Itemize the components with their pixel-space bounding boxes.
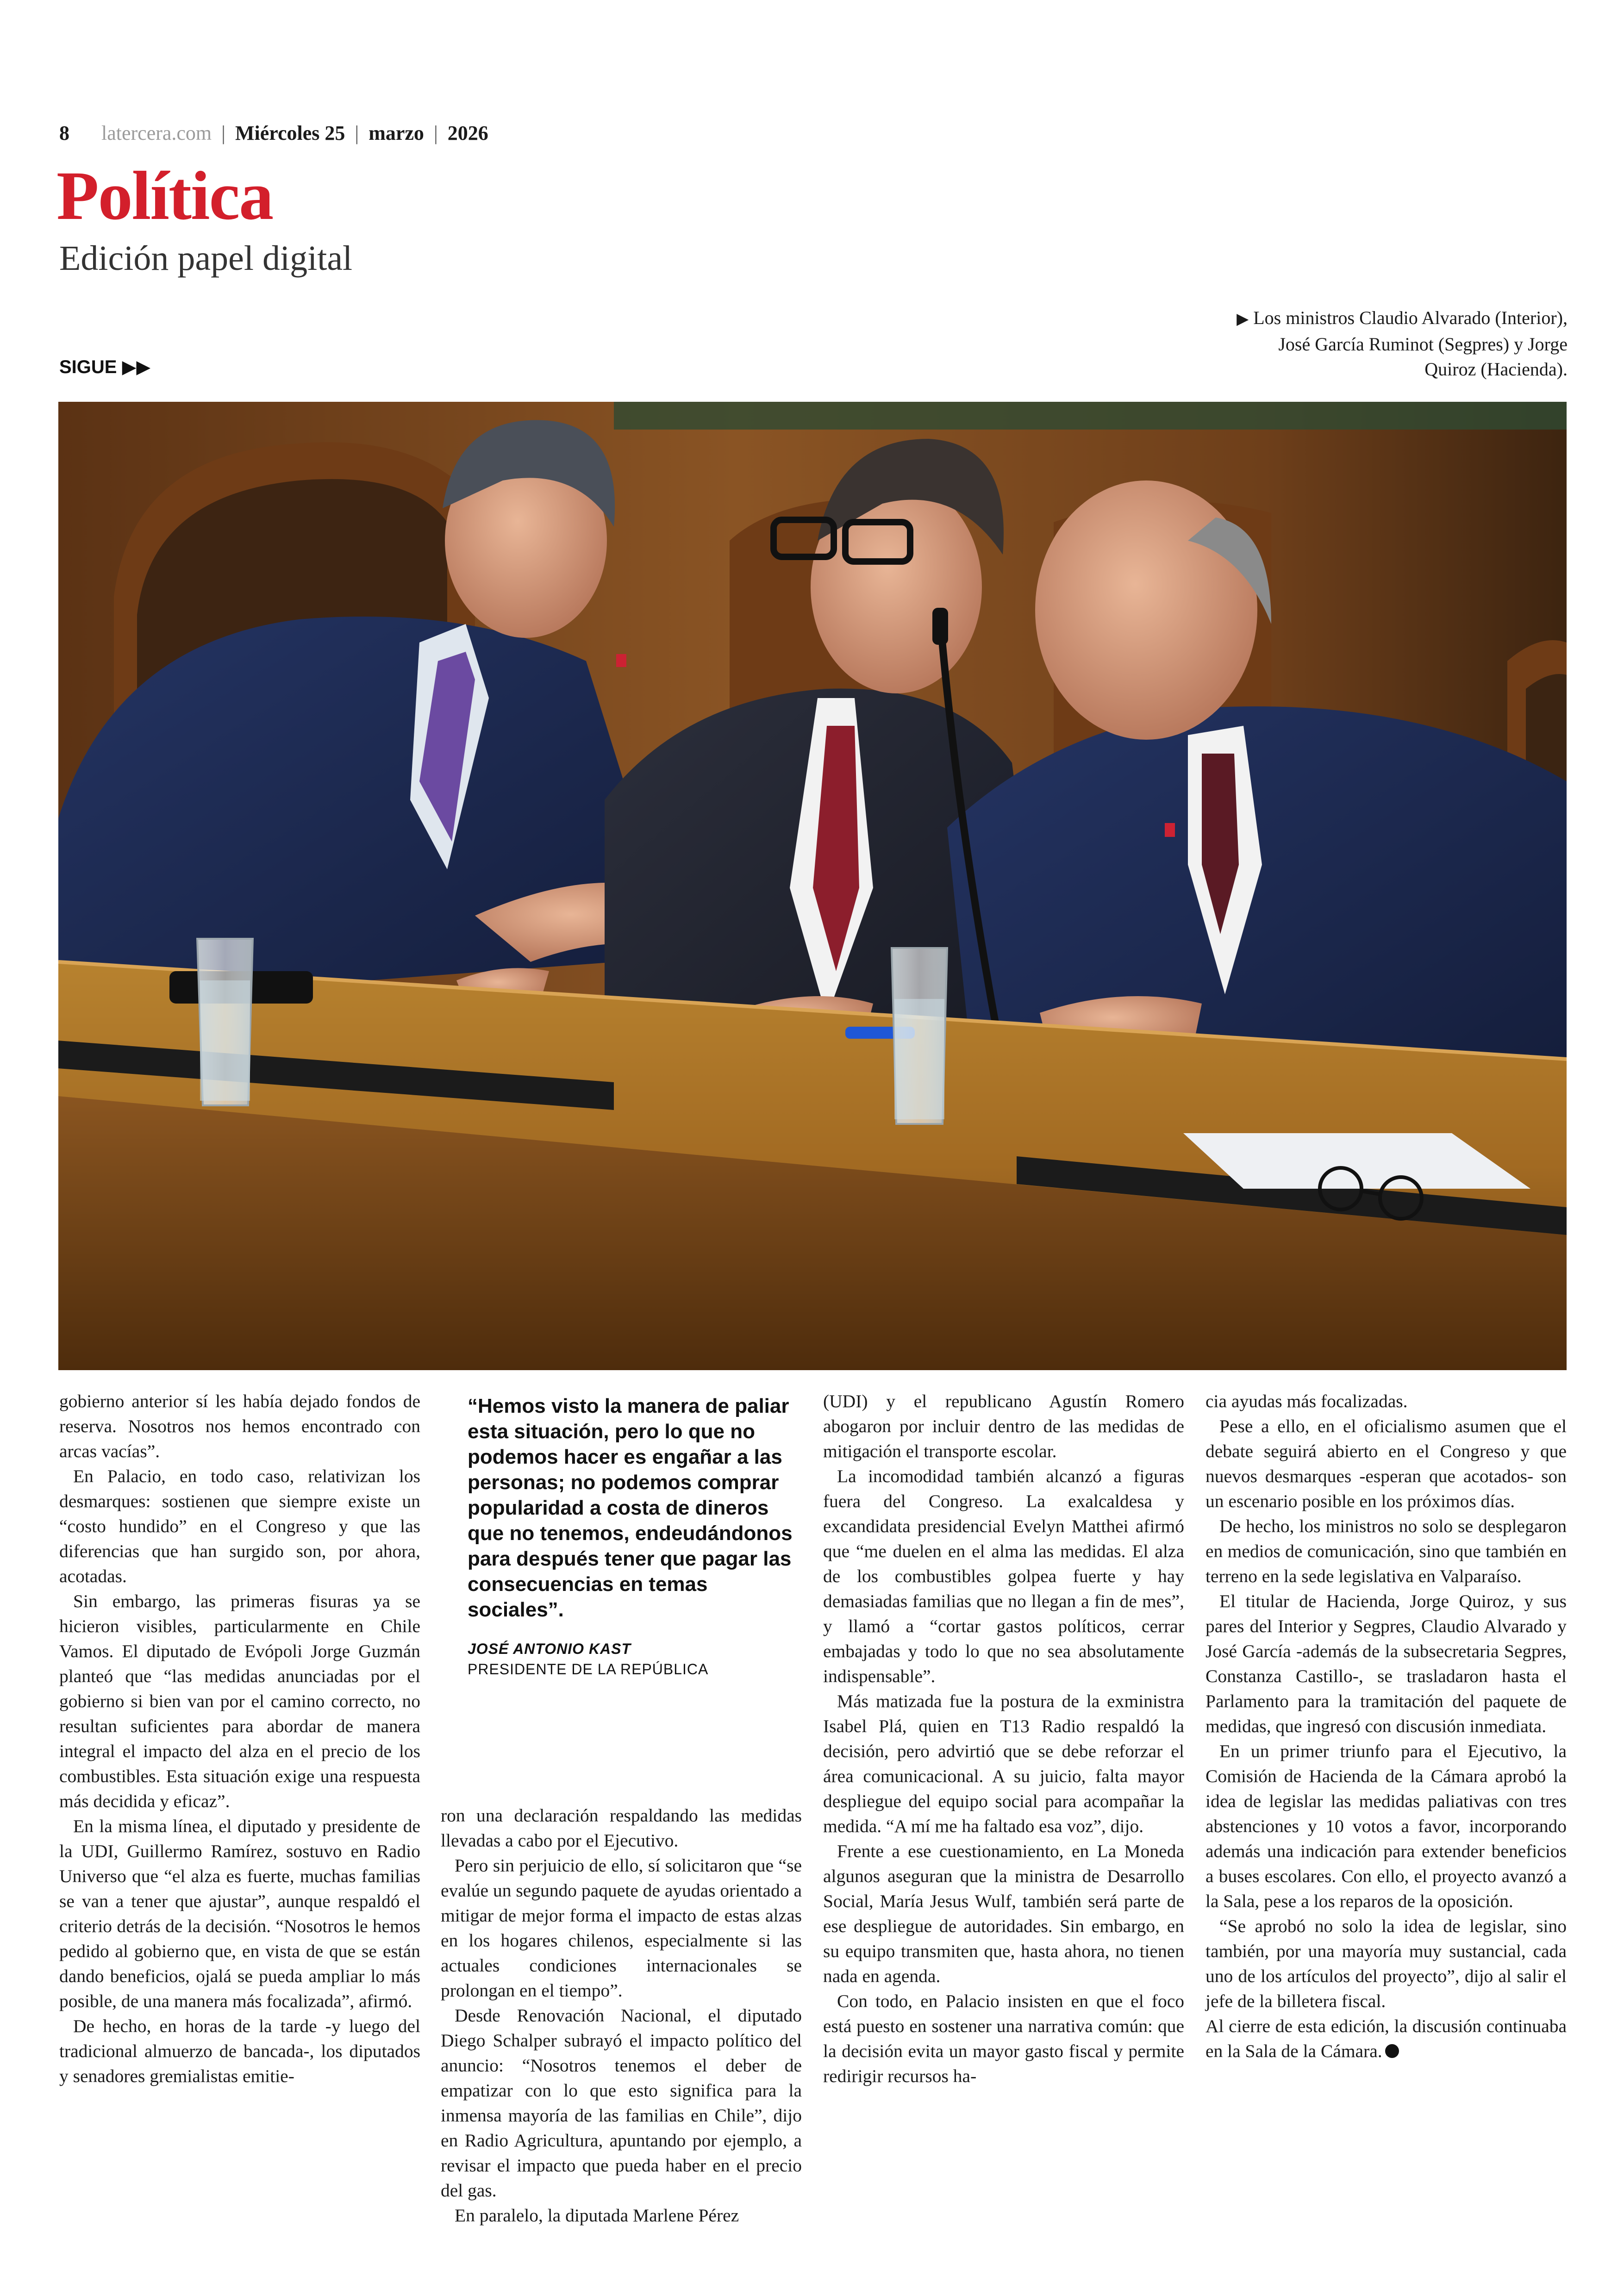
paragraph: ron una declaración respaldando las medidas llevadas a cabo por el Ejecutivo.: [441, 1805, 802, 1851]
paragraph: Más matizada fue la postura de la exministra Isabel Plá, quien en T13 Radio respaldó la decisión, pero advirtió que se debe reforzar el área comunicacional. A su juicio, falta mayor despliegue del equipo social para acompañar la medida. “A mí me ha faltado esa voz”, dijo.: [823, 1691, 1184, 1836]
page-number: 8: [59, 122, 69, 144]
paragraph: Pero sin perjuicio de ello, sí solicitaron que “se evalúe un segundo paquete de ayudas orientado a mitigar de mejor forma el impacto de estas alzas en los hogares chilenos, especialmente si las actuales condiciones internacionales se prolongan en el tiempo”.: [441, 1855, 802, 2001]
paragraph: cia ayudas más focalizadas.: [1206, 1391, 1408, 1411]
date-day: Miércoles 25: [235, 122, 345, 144]
caption-arrow-icon: ▶: [1237, 311, 1249, 328]
paragraph-final: Al cierre de esta edición, la discusión continuaba en la Sala de la Cámara.: [1206, 2016, 1567, 2061]
article-photo: [58, 402, 1567, 1370]
article-column-2: [441, 1803, 802, 2228]
caption-text: Los ministros Claudio Alvarado (Interior), José García Ruminot (Segpres) y Jorge Quiroz (Hacienda).: [1253, 307, 1568, 380]
pull-quote-attribution: [468, 1639, 801, 1679]
paragraph: “Se aprobó no solo la idea de legislar, sino también, por una mayoría muy sustancial, cada uno de los artículos del proyecto”, dijo al salir el jefe de la billetera fiscal.: [1206, 1916, 1567, 2011]
quote-author: JOSÉ ANTONIO KAST: [468, 1640, 631, 1657]
paragraph: (UDI) y el republicano Agustín Romero abogaron por incluir dentro de las medidas de mitigación el transporte escolar.: [823, 1391, 1184, 1461]
paragraph: En Palacio, en todo caso, relativizan los desmarques: sostienen que siempre existe un “costo hundido” en el Congreso y que las diferencias que han surgido son, por ahora, acotadas.: [59, 1466, 420, 1586]
paragraph: De hecho, en horas de la tarde -y luego del tradicional almuerzo de bancada-, los diputados y senadores gremialistas emitie-: [59, 2016, 420, 2086]
date-month: marzo: [369, 122, 424, 144]
date-year: 2026: [447, 122, 488, 144]
paragraph: De hecho, los ministros no solo se desplegaron en medios de comunicación, sino que también en terreno en la sede legislativa en Valparaíso.: [1206, 1516, 1567, 1586]
article-column-1: [59, 1389, 420, 2089]
photo-caption: [1234, 306, 1568, 382]
section-title: Política: [56, 157, 273, 234]
paragraph: Con todo, en Palacio insisten en que el foco está puesto en sostener una narrativa común: que la decisión evita un mayor gasto fiscal y permite redirigir recursos ha-: [823, 1991, 1184, 2086]
paragraph: Desde Renovación Nacional, el diputado Diego Schalper subrayó el impacto político del anuncio: “Nosotros tenemos el deber de empatizar con lo que esto significa para la inmensa mayoría de las familias en Chile”, dijo en Radio Agricultura, apuntando por ejemplo, a revisar el impacto que pueda haber en el precio del gas.: [441, 2005, 802, 2201]
article-column-4: [1206, 1389, 1567, 2064]
paragraph: Frente a ese cuestionamiento, en La Moneda algunos aseguran que la ministra de Desarrollo Social, María Jesus Wulf, también será parte de ese despliegue de autoridades. Sin embargo, en su equipo transmiten que, hasta ahora, no tienen nada en agenda.: [823, 1841, 1184, 1986]
paragraph: Sin embargo, las primeras fisuras ya se hicieron visibles, particularmente en Chile Vamos. El diputado de Evópoli Jorge Guzmán planteó que “las medidas anunciadas por el gobierno si bien van por el camino correcto, no resultan suficientes para abordar de manera integral el impacto del alza en el precio de los combustibles. Esta situación exige una respuesta más decidida y eficaz”.: [59, 1591, 420, 1811]
article-column-3: [823, 1389, 1184, 2089]
paragraph: gobierno anterior sí les había dejado fondos de reserva. Nosotros nos hemos encontrado con arcas vacías”.: [59, 1391, 420, 1461]
paragraph: En paralelo, la diputada Marlene Pérez: [455, 2205, 739, 2226]
pull-quote: “Hemos visto la manera de paliar esta situación, pero lo que no podemos hacer es engañar a las personas; no podemos comprar popularidad a costa de dineros que no tenemos, endeudándonos para después tener que pagar las consecuencias en temas sociales”.: [468, 1395, 793, 1621]
paragraph: En la misma línea, el diputado y presidente de la UDI, Guillermo Ramírez, sostuvo en Radio Universo que “el alza es fuerte, muchas familias se van a tener que ajustar”, aunque respaldó el criterio detrás de la decisión. “Nosotros le hemos pedido al gobierno que, en vista de que se están dando beneficios, ojalá se pueda ampliar lo más posible, de una manera más focalizada”, afirmó.: [59, 1816, 420, 2011]
page-header-line: 8 latercera.com | Miércoles 25 | marzo | 2026: [59, 122, 488, 144]
site-link[interactable]: latercera.com: [101, 122, 212, 144]
paragraph: La incomodidad también alcanzó a figuras fuera del Congreso. La exalcaldesa y excandidata presidencial Evelyn Matthei afirmó que “me duelen en el alma las medidas. El alza de los combustibles golpea fuerte y hay demasiadas familias que no llegan a fin de mes”, y llamó a “cortar gastos políticos, cerrar embajadas y todo lo que no sea absolutamente indispensable”.: [823, 1466, 1184, 1686]
continue-link[interactable]: SIGUE ▶▶: [59, 357, 151, 377]
quote-author-role: PRESIDENTE DE LA REPÚBLICA: [468, 1661, 709, 1678]
end-of-article-icon: [1385, 2044, 1399, 2058]
paragraph: El titular de Hacienda, Jorge Quiroz, y sus pares del Interior y Segpres, Claudio Alvarado y José García -además de la subsecretaria Segpres, Constanza Castillo-, se trasladaron hasta el Parlamento para la tramitación del paquete de medidas, que ingresó con discusión inmediata.: [1206, 1591, 1567, 1736]
paragraph: En un primer triunfo para el Ejecutivo, la Comisión de Hacienda de la Cámara aprobó la idea de legislar las medidas paliativas con tres abstenciones y 10 votos a favor, incorporando además una indicación para extender beneficios a buses escolares. Con ello, el proyecto avanzó a la Sala, pese a los reparos de la oposición.: [1206, 1741, 1567, 1911]
edition-subtitle: Edición papel digital: [59, 239, 353, 278]
paragraph: Pese a ello, en el oficialismo asumen que el debate seguirá abierto en el Congreso y que nuevos desmarques -esperan que acotados- son un escenario posible en los próximos días.: [1206, 1416, 1567, 1511]
